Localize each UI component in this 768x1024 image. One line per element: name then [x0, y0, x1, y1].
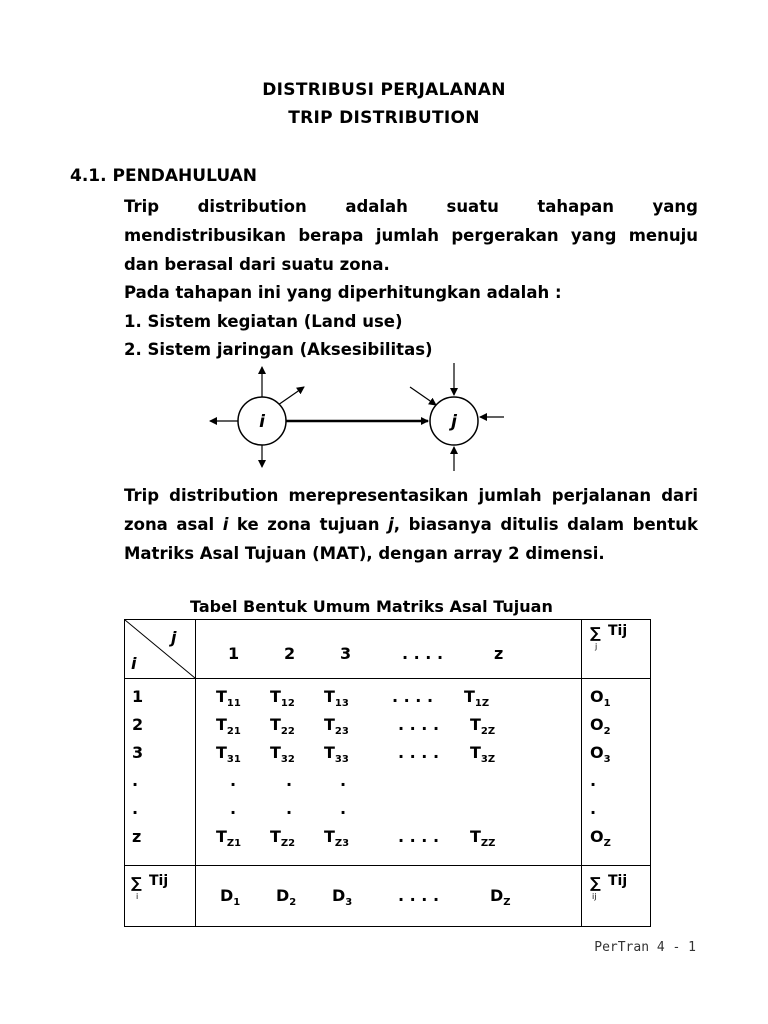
table-header-row — [125, 620, 651, 679]
dest-2: $D_2$ — [276, 886, 297, 909]
sum-row-sub: i — [136, 892, 139, 901]
row-labels-cell — [125, 679, 196, 866]
cell-tz3: $T_{Z3}$ — [324, 827, 350, 850]
list-item-network: 2. Sistem jaringan (Aksesibilitas) — [124, 340, 433, 359]
dest-1: $D_1$ — [220, 886, 241, 909]
document-subtitle: TRIP DISTRIBUTION — [288, 108, 480, 128]
origins-cell — [582, 679, 651, 866]
cell-tzz: $T_{ZZ}$ — [470, 827, 496, 850]
document-title: DISTRIBUSI PERJALANAN — [262, 80, 506, 100]
row-label-3: 3 — [132, 743, 144, 762]
cell-t13: $T_{13}$ — [324, 687, 349, 710]
col-head-z: z — [494, 644, 504, 663]
origin-3: $O_3$ — [590, 743, 611, 766]
sum-row-label-cell — [125, 866, 196, 927]
origin-2: $O_2$ — [590, 715, 611, 738]
mat-paragraph — [124, 481, 698, 568]
cell-tz2: $T_{Z2}$ — [270, 827, 296, 850]
total-label: Tij — [608, 873, 628, 889]
trip-diagram — [200, 355, 520, 475]
col-head-dots: . . . . — [402, 644, 444, 663]
intro-paragraph — [124, 192, 698, 279]
factors-intro: Pada tahapan ini yang diperhitungkan adalah : — [124, 283, 562, 302]
mat-text-j: j — [388, 515, 394, 534]
dots-row2: . . . . — [398, 715, 440, 734]
total-symbol: ∑ — [590, 874, 601, 892]
origin-1: $O_1$ — [590, 687, 611, 710]
row-label-dot2: . — [132, 799, 139, 818]
sum-label: Tij — [608, 623, 628, 639]
matrix-body-cell — [196, 679, 582, 866]
intro-text: Trip distribution adalah suatu tahapan yang mendistribusikan berapa jumlah pergerakan yang menuju dan berasal dari suatu zona. — [124, 197, 698, 274]
page-footer: PerTran 4 - 1 — [594, 940, 696, 955]
cell-t22: $T_{22}$ — [270, 715, 295, 738]
cell-t11: $T_{11}$ — [216, 687, 241, 710]
sum-row-label: Tij — [149, 873, 169, 889]
table-footer-row — [125, 866, 651, 927]
dest-3: $D_3$ — [332, 886, 353, 909]
dot-r4c1: . — [230, 771, 237, 790]
origin-dot1: . — [590, 771, 597, 790]
col-head-3: 3 — [340, 644, 352, 663]
mat-text-a: Trip distribution merepresentasikan jumlah perjalanan dari zona asal — [124, 486, 698, 534]
sum-sub-j: j — [595, 642, 598, 651]
sum-row-symbol: ∑ — [131, 874, 142, 892]
cell-t33: $T_{33}$ — [324, 743, 349, 766]
cell-t31: $T_{31}$ — [216, 743, 241, 766]
cell-t2z: $T_{2Z}$ — [470, 715, 496, 738]
corner-cell — [125, 620, 196, 679]
cell-t23: $T_{23}$ — [324, 715, 349, 738]
dot-r4c3: . — [340, 771, 347, 790]
dot-r4c2: . — [286, 771, 293, 790]
total-sub: ij — [592, 892, 597, 901]
cell-t1z: $T_{1Z}$ — [464, 687, 490, 710]
row-label-2: 2 — [132, 715, 144, 734]
total-cell — [582, 866, 651, 927]
corner-j-label: j — [171, 628, 177, 647]
node-i-label: i — [259, 412, 265, 432]
row-label-1: 1 — [132, 687, 144, 706]
cell-t32: $T_{32}$ — [270, 743, 295, 766]
dot-r5c2: . — [286, 799, 293, 818]
mat-text-b: ke zona tujuan — [228, 515, 389, 534]
sum-col-header — [582, 620, 651, 679]
mat-text-i: i — [222, 515, 229, 534]
cell-t12: $T_{12}$ — [270, 687, 295, 710]
row-label-z: z — [132, 827, 142, 846]
corner-i-label: i — [131, 654, 137, 673]
dot-r5c3: . — [340, 799, 347, 818]
cell-t3z: $T_{3Z}$ — [470, 743, 496, 766]
mat-text — [124, 481, 698, 568]
cell-tz1: $T_{Z1}$ — [216, 827, 242, 850]
dot-r5c1: . — [230, 799, 237, 818]
table-body-row — [125, 679, 651, 866]
row-label-dot1: . — [132, 771, 139, 790]
dest-z: $D_Z$ — [490, 886, 511, 909]
list-item-land-use: 1. Sistem kegiatan (Land use) — [124, 312, 403, 331]
dots-row1: . . . . — [392, 687, 434, 706]
dest-dots: . . . . — [398, 886, 440, 905]
sum-symbol: ∑ — [590, 624, 601, 642]
col-head-2: 2 — [284, 644, 296, 663]
col-head-1: 1 — [228, 644, 240, 663]
node-j-label: j — [451, 412, 457, 432]
table-caption: Tabel Bentuk Umum Matriks Asal Tujuan — [190, 597, 553, 616]
cell-t21: $T_{21}$ — [216, 715, 241, 738]
dots-rowz: . . . . — [398, 827, 440, 846]
header-cols-cell — [196, 620, 582, 679]
od-matrix-table — [124, 619, 651, 927]
dest-cell — [196, 866, 582, 927]
dots-row3: . . . . — [398, 743, 440, 762]
origin-dot2: . — [590, 799, 597, 818]
section-heading: 4.1. PENDAHULUAN — [70, 166, 257, 186]
mat-text-c: , biasanya ditulis dalam bentuk Matriks Asal Tujuan (MAT), dengan array 2 dimensi. — [124, 515, 698, 563]
origin-z: $O_Z$ — [590, 827, 611, 850]
